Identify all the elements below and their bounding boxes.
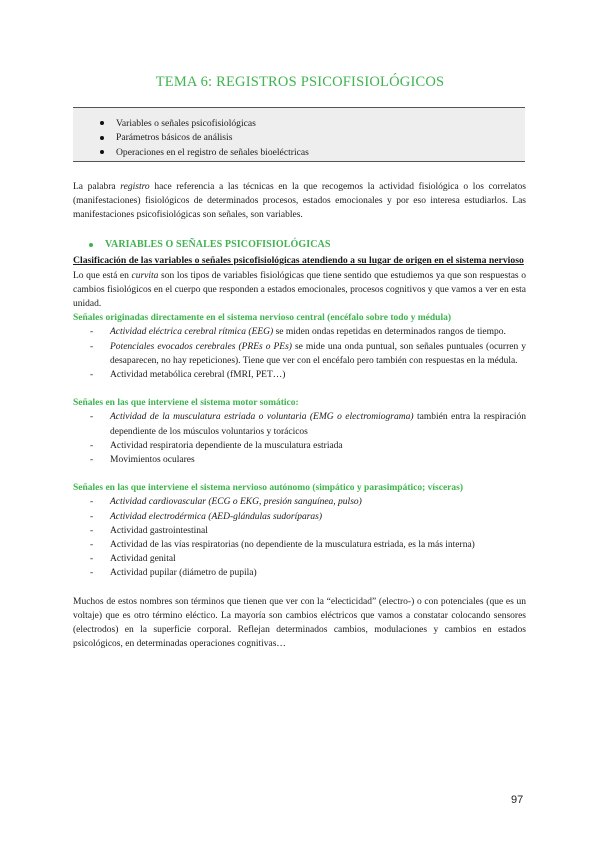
list-item: - Actividad de las vías respiratorias (no dependiente de la musculatura estriada, es la más interna) <box>90 540 475 551</box>
topic-label: Operaciones en el registro de señales bioeléctricas <box>116 146 309 158</box>
classification-heading: Clasificación de las variables o señales psicofisiológicas atendiendo a su lugar de origen en el sistema nervioso <box>73 255 524 266</box>
group-heading-cns: Señales originadas directamente en el sistema nervioso central (encéfalo sobre todo y médula) <box>73 313 452 324</box>
para-text: son los tipos de variables fisiológicas que tiene sentido que estudiemos ya que son respuestas o cambios fisiológicos en el cuerpo que responden a estados emocionales, procesos cognitivos y que vamos a ver en esta unidad. <box>73 270 526 309</box>
topic-item <box>73 131 525 146</box>
group-list-autonomic <box>73 495 526 580</box>
intro-italic: registro <box>120 182 150 192</box>
bullet-icon <box>100 150 104 154</box>
bullet-icon <box>100 121 104 125</box>
topic-item <box>73 145 525 160</box>
list-item: - Potenciales evocados cerebrales (PREs o PEs) se mide una onda puntual, son señales puntuales (ocurren y desaparecen, no hay repeticiones). Tiene que ver con el encéfalo pero también con respuestas en la médula. <box>90 341 526 366</box>
list-item: - Actividad pupilar (diámetro de pupila) <box>90 568 257 579</box>
topics-box <box>73 107 525 162</box>
group-heading-autonomic: Señales en las que interviene el sistema nervioso autónomo (simpático y parasimpático; vísceras) <box>73 483 463 494</box>
section-heading-label: VARIABLES O SEÑALES PSICOFISIOLÓGICAS <box>105 239 331 250</box>
page-number: 97 <box>511 794 524 806</box>
list-item: - Movimientos oculares <box>90 455 195 466</box>
curvita-paragraph <box>73 269 526 312</box>
closing-paragraph: Muchos de estos nombres son términos que tienen que ver con la “electicidad” (electro-) o con potenciales (que es un voltaje) que es otro término eléctico. La mayoría son cambios eléctricos que vamos a constatar colocando sensores (electrodos) en la superficie corporal. Reflejan determinados cambios, modulaciones y cambios en estados psicológicos, en determinadas operaciones cognitivas… <box>73 596 526 650</box>
intro-paragraph <box>73 180 526 223</box>
bullet-icon <box>100 136 104 140</box>
list-item: - Actividad de la musculatura estriada o voluntaria (EMG o electromiograma) también entra la respiración dependiente de los músculos voluntarios y torácicos <box>90 412 527 437</box>
group-list-somatic <box>73 410 526 467</box>
list-item: - Actividad cardiovascular (ECG o EKG, presión sanguínea, pulso) <box>90 497 362 508</box>
section-heading <box>89 239 509 250</box>
list-item: - Actividad electrodérmica (AED-glándulas sudoríparas) <box>90 511 323 522</box>
topic-label: Variables o señales psicofisiológicas <box>116 117 256 129</box>
topic-item <box>73 116 525 131</box>
topic-label: Parámetros básicos de análisis <box>116 132 233 144</box>
intro-text: La palabra <box>73 182 121 192</box>
group-list-cns <box>73 325 526 382</box>
para-italic: curvita <box>131 270 159 281</box>
intro-text: hace referencia a las técnicas en la que recogemos la actividad fisiológica o los correlatos (manifestaciones) fisiológicos de determinados procesos, estados emocionales y por eso interesa estudiarlos. Las manifestaciones psicofisiológicas son señales, son variables. <box>73 182 526 221</box>
list-item: - Actividad respiratoria dependiente de la musculatura estriada <box>90 440 343 451</box>
section-body <box>73 254 526 651</box>
list-item: - Actividad genital <box>90 554 176 565</box>
list-item: - Actividad gastrointestinal <box>90 525 208 536</box>
list-item: - Actividad metabólica cerebral (fMRI, PET…) <box>90 370 286 381</box>
group-heading-somatic: Señales en las que interviene el sistema motor somático: <box>73 398 299 409</box>
page-title: TEMA 6: REGISTROS PSICOFISIOLÓGICOS <box>155 74 445 90</box>
list-item: - Actividad eléctrica cerebral rítmica (EEG) se miden ondas repetidas en determinados rangos de tiempo. <box>90 327 506 338</box>
para-text: Lo que está en <box>73 270 132 281</box>
bullet-icon <box>89 243 93 247</box>
